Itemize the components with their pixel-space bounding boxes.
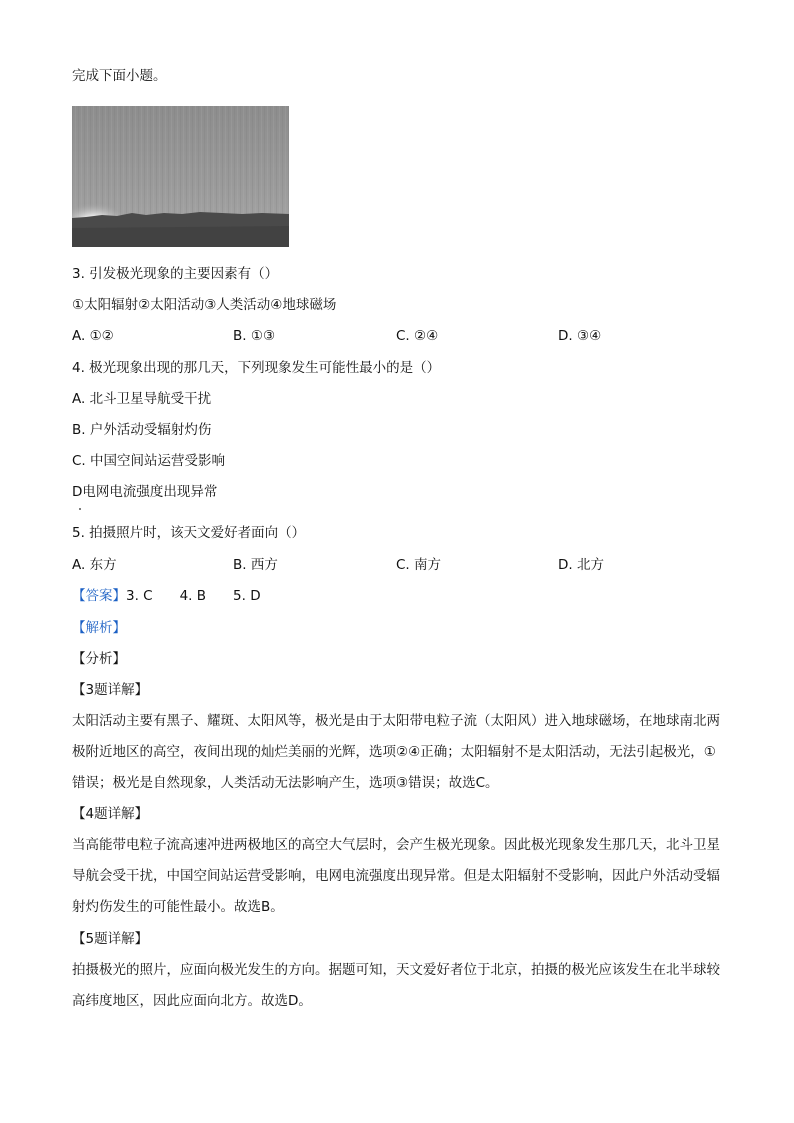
- q3-option-a: A. ①②: [72, 328, 114, 344]
- q4-stem: 4. 极光现象出现的那几天，下列现象发生可能性最小的是（）: [72, 360, 441, 376]
- q4-option-d: D电网电流强度出现异常: [72, 484, 218, 500]
- d5-label: 【5题详解】: [72, 931, 149, 947]
- q3-option-d: D. ③④: [558, 328, 602, 344]
- intro-text: 完成下面小题。: [72, 68, 167, 84]
- q4-option-c: C. 中国空间站运营受影响: [72, 453, 226, 469]
- answer-label: 【答案】: [72, 588, 126, 604]
- d4-label: 【4题详解】: [72, 806, 149, 822]
- stray-mark: [79, 508, 81, 510]
- q4-option-b: B. 户外活动受辐射灼伤: [72, 422, 212, 438]
- q3-items: ①太阳辐射②太阳活动③人类活动④地球磁场: [72, 297, 337, 313]
- d5-text: 拍摄极光的照片，应面向极光发生的方向。据题可知，天文爱好者位于北京，拍摄的极光应该发生在北半球较高纬度地区，因此应面向北方。故选D。: [72, 962, 720, 1009]
- q3-option-b: B. ①③: [233, 328, 276, 344]
- answer-text: 3. C 4. B 5. D: [126, 588, 261, 604]
- fenxi-label: 【分析】: [72, 651, 126, 667]
- q5-option-a: A. 东方: [72, 557, 117, 573]
- d3-label: 【3题详解】: [72, 682, 149, 698]
- q3-stem: 3. 引发极光现象的主要因素有（）: [72, 266, 279, 282]
- q3-options: [72, 326, 722, 346]
- analysis-label: 【解析】: [72, 620, 126, 636]
- q5-option-d: D. 北方: [558, 557, 604, 573]
- q5-stem: 5. 拍摄照片时，该天文爱好者面向（）: [72, 525, 306, 541]
- answer-line: [72, 586, 261, 606]
- q5-options: [72, 555, 722, 575]
- aurora-photo: [72, 106, 289, 247]
- q4-option-a: A. 北斗卫星导航受干扰: [72, 391, 212, 407]
- q3-option-c: C. ②④: [396, 328, 439, 344]
- d4-text: 当高能带电粒子流高速冲进两极地区的高空大气层时，会产生极光现象。因此极光现象发生那几天，北斗卫星导航会受干扰，中国空间站运营受影响，电网电流强度出现异常。但是太阳辐射不受影响，因此户外活动受辐射灼伤发生的可能性最小。故选B。: [72, 837, 720, 915]
- d3-text: 太阳活动主要有黑子、耀斑、太阳风等，极光是由于太阳带电粒子流（太阳风）进入地球磁场，在地球南北两极附近地区的高空，夜间出现的灿烂美丽的光辉，选项②④正确；太阳辐射不是太阳活动，无法引起极光，①错误；极光是自然现象，人类活动无法影响产生，选项③错误；故选C。: [72, 713, 720, 791]
- q5-option-b: B. 西方: [233, 557, 278, 573]
- q5-option-c: C. 南方: [396, 557, 442, 573]
